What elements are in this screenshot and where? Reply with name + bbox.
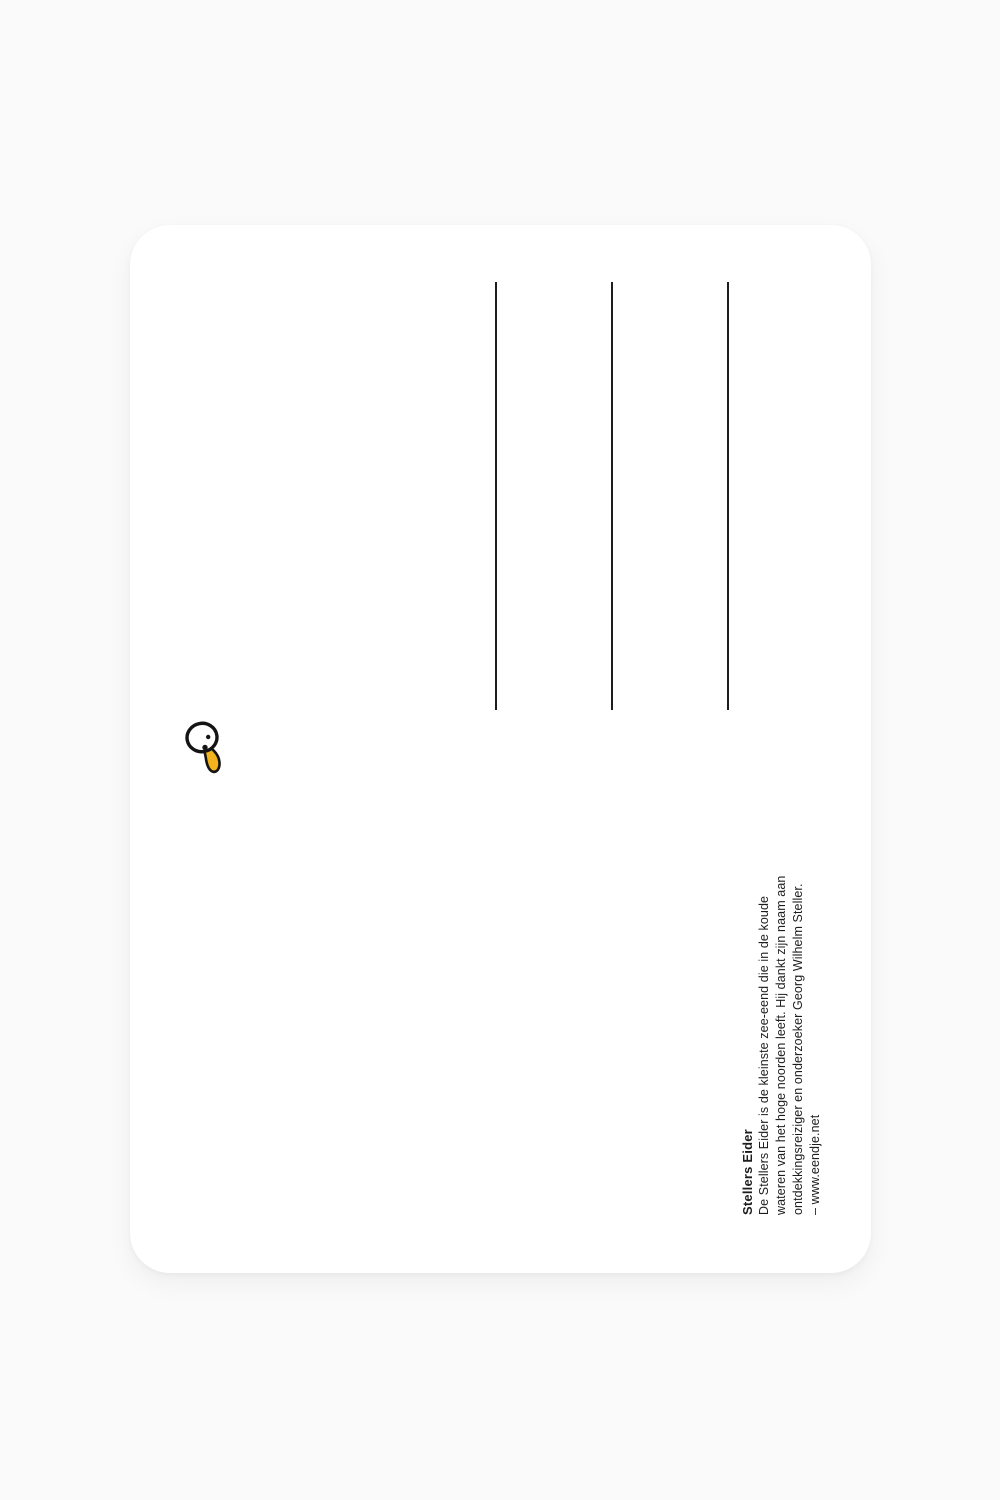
duck-head-icon bbox=[185, 717, 231, 781]
address-line-2 bbox=[611, 282, 613, 710]
info-title: Stellers Eider bbox=[740, 1129, 755, 1215]
info-body-line-1: De Stellers Eider is de kleinste zee-eend die in de koude bbox=[757, 895, 771, 1215]
info-body-line-2: wateren van het hoge noorden leeft. Hij dankt zijn naam aan bbox=[774, 875, 788, 1215]
info-text-block bbox=[739, 876, 824, 1215]
info-body-line-3: ontdekkingsreiziger en onderzoeker Georg Wilhelm Steller. bbox=[791, 883, 805, 1215]
address-line-1 bbox=[495, 282, 497, 710]
postcard-back bbox=[130, 225, 871, 1273]
website-text: – www.eendje.net bbox=[808, 1114, 822, 1215]
address-line-3 bbox=[727, 282, 729, 710]
